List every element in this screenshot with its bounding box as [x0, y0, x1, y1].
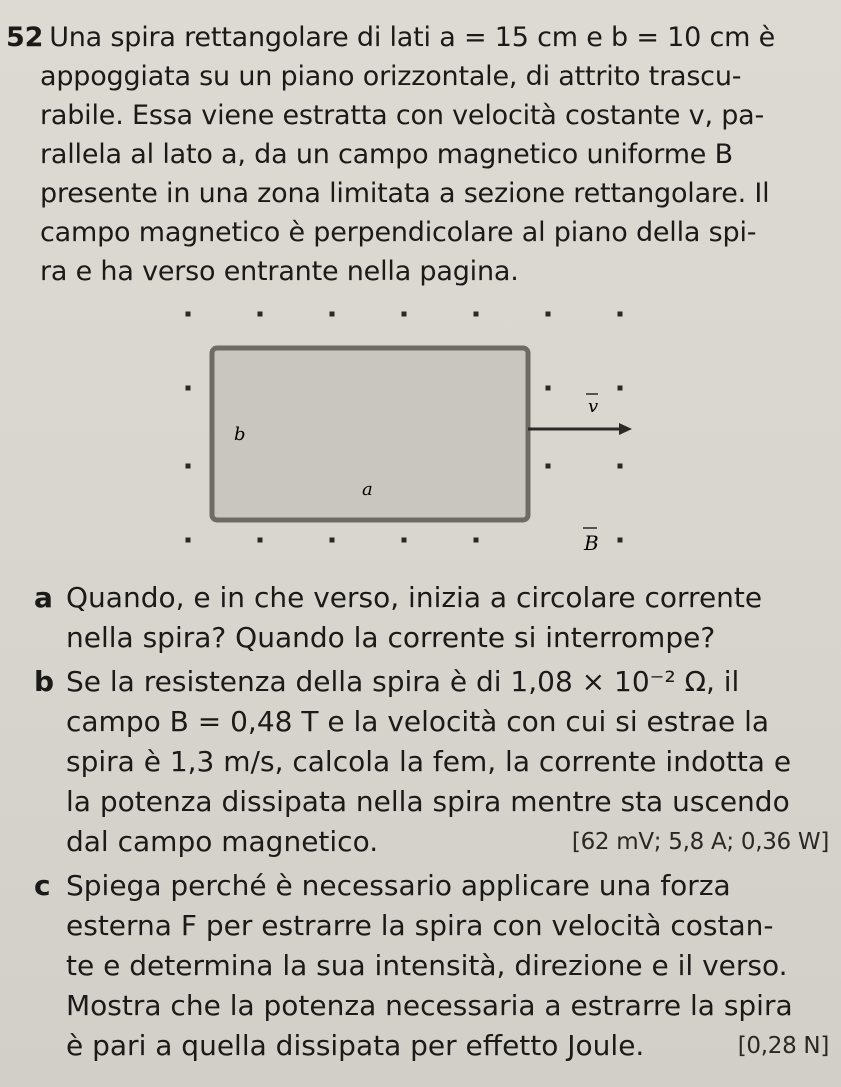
intro-line-6: campo magnetico è perpendicolare al piano della spi- — [40, 217, 757, 248]
label-v: v — [588, 396, 599, 417]
label-B: B — [584, 531, 599, 555]
field-dot — [618, 312, 623, 317]
field-dot — [402, 312, 407, 317]
question-b: b Se la resistenza della spira è di 1,08 × 10⁻² Ω, il campo B = 0,48 T e la velocità con cui si estrae la spira è 1,3 m/s, calcola la fem, la corrente indotta e la potenza dissipata nella spira mentre sta uscendo dal campo magnetico. [62 mV; 5,8 A; 0,36 W] — [34, 662, 829, 862]
label-a: a — [362, 479, 373, 500]
field-dot — [546, 464, 551, 469]
field-dot — [474, 538, 479, 543]
field-dot — [330, 538, 335, 543]
intro-line-1: 52 Una spira rettangolare di lati a = 15 cm e b = 10 cm è — [6, 22, 776, 53]
question-letter: a — [34, 581, 53, 614]
question-c: c Spiega perché è necessario applicare una forza esterna F per estrarre la spira con velocità costan- te e determina la sua intensità, direzione e il verso. Mostra che la potenza necessaria a estrarre la spira è pari a quella dissipata per effetto Joule. [0,28 N] — [34, 866, 829, 1066]
questions-list — [34, 578, 829, 1068]
field-dot — [618, 386, 623, 391]
velocity-arrow-head — [619, 423, 632, 435]
field-dot — [546, 312, 551, 317]
answer-c: [0,28 N] — [737, 1033, 829, 1059]
label-b: b — [234, 424, 246, 445]
field-dot — [186, 386, 191, 391]
intro-line-3: rabile. Essa viene estratta con velocità costante v, pa- — [40, 100, 765, 131]
field-dot — [330, 312, 335, 317]
field-dot — [258, 538, 263, 543]
field-dot — [618, 538, 623, 543]
intro-line-5: presente in una zona limitata a sezione rettangolare. Il — [40, 178, 770, 209]
question-letter: b — [34, 665, 55, 698]
question-a: a Quando, e in che verso, inizia a circolare corrente nella spira? Quando la corrente si interrompe? — [34, 578, 829, 658]
intro-line-7: ra e ha verso entrante nella pagina. — [40, 256, 519, 287]
field-dot — [546, 386, 551, 391]
field-dot — [618, 464, 623, 469]
loop-in-field-figure — [170, 298, 650, 560]
intro-line-2: appoggiata su un piano orizzontale, di attrito trascu- — [40, 61, 742, 92]
field-dot — [186, 312, 191, 317]
field-dot — [474, 312, 479, 317]
field-dot — [186, 464, 191, 469]
problem-statement — [6, 18, 826, 291]
field-dot — [186, 538, 191, 543]
field-dot — [402, 538, 407, 543]
problem-number: 52 — [6, 22, 44, 53]
answer-b: [62 mV; 5,8 A; 0,36 W] — [571, 829, 829, 855]
field-dot — [258, 312, 263, 317]
intro-line-4: rallela al lato a, da un campo magnetico uniforme B — [40, 139, 733, 170]
question-letter: c — [34, 869, 51, 902]
figure-svg — [170, 298, 650, 560]
